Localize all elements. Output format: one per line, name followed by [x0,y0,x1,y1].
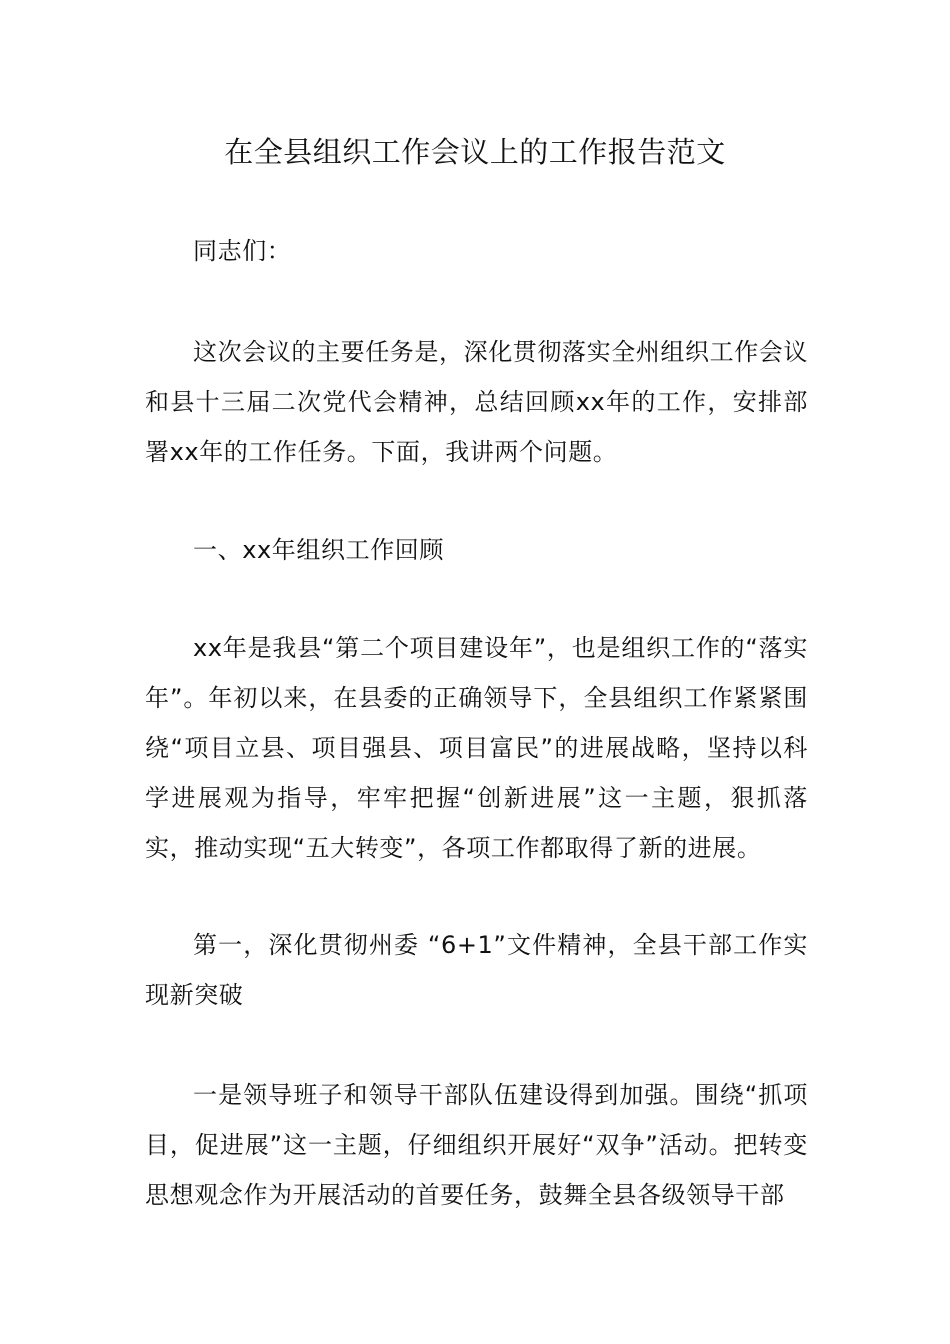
subsection-heading-first: 第一，深化贯彻州委 “6+1”文件精神，全县干部工作实现新突破 [145,931,808,1009]
intro-paragraph: 这次会议的主要任务是，深化贯彻落实全州组织工作会议和县十三届二次党代会精神，总结回顾xx年的工作，安排部署xx年的工作任务。下面，我讲两个问题。 [145,338,808,466]
section-heading-review: 一、xx年组织工作回顾 [193,536,445,564]
leadership-paragraph: 一是领导班子和领导干部队伍建设得到加强。围绕“抓项目，促进展”这一主题，仔细组织开展好“双争”活动。把转变思想观念作为开展活动的首要任务，鼓舞全县各级领导干部 [145,1081,808,1209]
salutation-paragraph: 同志们： [193,237,292,265]
review-paragraph: xx年是我县“第二个项目建设年”，也是组织工作的“落实年”。年初以来，在县委的正确领导下，全县组织工作紧紧围绕“项目立县、项目强县、项目富民”的进展战略，坚持以科学进展观为指导，牢牢把握“创新进展”这一主题，狠抓落实，推动实现“五大转变”，各项工作都取得了新的进展。 [145,634,808,862]
document-title: 在全县组织工作会议上的工作报告范文 [224,135,726,169]
